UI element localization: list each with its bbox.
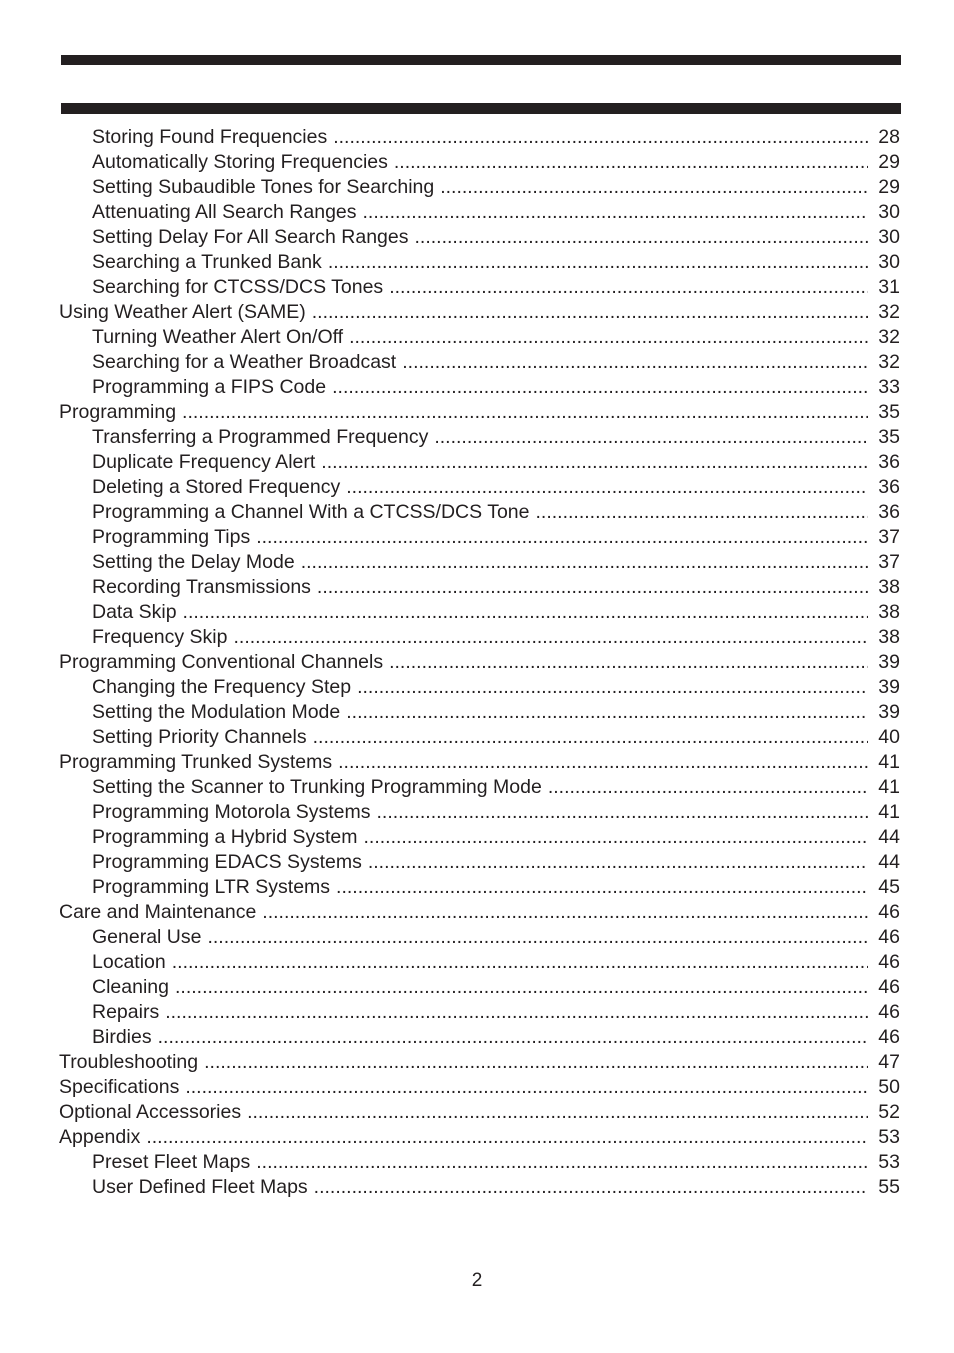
toc-entry-title: Programming Conventional Channels [59, 651, 384, 673]
toc-entry-title: Data Skip [92, 601, 177, 623]
toc-entry[interactable] [59, 525, 900, 550]
toc-entry-title: Birdies [92, 1026, 152, 1048]
toc-entry-page: 44 [878, 851, 900, 873]
page-number: 2 [471, 1270, 483, 1291]
toc-entry-title: Care and Maintenance [59, 901, 257, 923]
toc-entry[interactable] [59, 200, 900, 225]
toc-entry[interactable] [59, 275, 900, 300]
toc-entry[interactable] [59, 750, 900, 775]
toc-entry-page: 35 [878, 401, 900, 423]
toc-entry[interactable] [59, 575, 900, 600]
toc-entry-title: Programming [59, 401, 177, 423]
toc-entry-page: 33 [878, 376, 900, 398]
toc-entry-title: Setting Subaudible Tones for Searching [92, 176, 435, 198]
toc-entry-page: 46 [878, 951, 900, 973]
header-rule-top [61, 55, 901, 64]
toc-entry-page: 39 [878, 676, 900, 698]
toc-entry[interactable] [59, 675, 900, 700]
toc-entry-title: Programming a Channel With a CTCSS/DCS Tone [92, 501, 530, 523]
toc-entry-page: 32 [878, 351, 900, 373]
toc-dot-leader [314, 1175, 868, 1200]
toc-dot-leader [183, 600, 868, 625]
toc-entry[interactable] [59, 650, 900, 675]
toc-entry[interactable] [59, 350, 900, 375]
toc-entry-title: Optional Accessories [59, 1101, 242, 1123]
toc-entry[interactable] [59, 850, 900, 875]
toc-entry-page: 37 [878, 551, 900, 573]
toc-entry-title: Automatically Storing Frequencies [92, 151, 388, 173]
toc-entry-page: 38 [878, 626, 900, 648]
toc-entry-page: 30 [878, 201, 900, 223]
toc-entry-page: 36 [878, 451, 900, 473]
toc-entry-title: Recording Transmissions [92, 576, 311, 598]
toc-entry-title: Location [92, 951, 166, 973]
toc-entry[interactable] [59, 950, 900, 975]
toc-dot-leader [247, 1100, 868, 1125]
toc-entry-page: 39 [878, 651, 900, 673]
toc-dot-leader [548, 775, 868, 800]
toc-dot-leader [332, 375, 868, 400]
toc-entry[interactable] [59, 400, 900, 425]
table-of-contents [59, 125, 900, 1200]
header-rule-bottom [61, 103, 901, 113]
toc-entry[interactable] [59, 1025, 900, 1050]
toc-entry-title: Setting Delay For All Search Ranges [92, 226, 409, 248]
toc-entry[interactable] [59, 375, 900, 400]
toc-entry-title: User Defined Fleet Maps [92, 1176, 308, 1198]
toc-dot-leader [394, 150, 868, 175]
toc-entry[interactable] [59, 725, 900, 750]
toc-dot-leader [434, 425, 868, 450]
toc-dot-leader [321, 450, 868, 475]
toc-dot-leader [346, 700, 868, 725]
toc-entry[interactable] [59, 425, 900, 450]
toc-entry-page: 31 [878, 276, 900, 298]
toc-entry-title: Troubleshooting [59, 1051, 199, 1073]
toc-entry-page: 45 [878, 876, 900, 898]
toc-entry-title: Specifications [59, 1076, 180, 1098]
toc-entry-title: Appendix [59, 1126, 141, 1148]
toc-entry[interactable] [59, 800, 900, 825]
toc-entry-title: Setting the Modulation Mode [92, 701, 341, 723]
toc-entry[interactable] [59, 1150, 900, 1175]
toc-entry-page: 36 [878, 476, 900, 498]
toc-entry-page: 40 [878, 726, 900, 748]
toc-dot-leader [204, 1050, 868, 1075]
toc-dot-leader [313, 725, 868, 750]
toc-entry[interactable] [59, 900, 900, 925]
toc-dot-leader [336, 875, 868, 900]
header-rule-bottom-thin [61, 113, 901, 114]
toc-entry[interactable] [59, 875, 900, 900]
toc-entry[interactable] [59, 450, 900, 475]
toc-dot-leader [262, 900, 868, 925]
toc-entry-title: Searching for CTCSS/DCS Tones [92, 276, 384, 298]
toc-entry[interactable] [59, 550, 900, 575]
toc-dot-leader [175, 975, 868, 1000]
toc-entry-title: Programming a Hybrid System [92, 826, 358, 848]
toc-entry-title: Duplicate Frequency Alert [92, 451, 316, 473]
toc-entry-page: 39 [878, 701, 900, 723]
toc-entry-page: 38 [878, 601, 900, 623]
toc-dot-leader [415, 225, 869, 250]
toc-entry-title: Setting Priority Channels [92, 726, 307, 748]
toc-entry-page: 46 [878, 901, 900, 923]
toc-entry-page: 30 [878, 226, 900, 248]
toc-entry-title: Turning Weather Alert On/Off [92, 326, 344, 348]
toc-dot-leader [368, 850, 868, 875]
toc-entry[interactable] [59, 250, 900, 275]
toc-entry[interactable] [59, 1075, 900, 1100]
toc-entry-title: Deleting a Stored Frequency [92, 476, 341, 498]
toc-entry[interactable] [59, 1125, 900, 1150]
toc-entry-title: Attenuating All Search Ranges [92, 201, 357, 223]
toc-entry[interactable] [59, 225, 900, 250]
toc-entry-page: 46 [878, 926, 900, 948]
toc-dot-leader [146, 1125, 868, 1150]
toc-dot-leader [158, 1025, 868, 1050]
toc-dot-leader [364, 825, 869, 850]
toc-entry-page: 35 [878, 426, 900, 448]
toc-dot-leader [363, 200, 868, 225]
toc-entry-page: 32 [878, 326, 900, 348]
toc-entry-title: Preset Fleet Maps [92, 1151, 251, 1173]
toc-entry-title: Setting the Scanner to Trunking Programming Mode [92, 776, 542, 798]
toc-dot-leader [312, 300, 868, 325]
toc-entry-title: Programming LTR Systems [92, 876, 331, 898]
toc-entry-page: 28 [878, 126, 900, 148]
toc-entry-title: Transferring a Programmed Frequency [92, 426, 429, 448]
toc-entry-page: 29 [878, 176, 900, 198]
toc-dot-leader [185, 1075, 868, 1100]
header-rule-top-thin [61, 64, 901, 65]
toc-dot-leader [440, 175, 868, 200]
toc-entry-page: 47 [878, 1051, 900, 1073]
toc-dot-leader [165, 1000, 868, 1025]
toc-entry-page: 46 [878, 1026, 900, 1048]
toc-dot-leader [233, 625, 868, 650]
toc-entry-title: Setting the Delay Mode [92, 551, 295, 573]
toc-entry-title: Repairs [92, 1001, 160, 1023]
toc-entry-page: 44 [878, 826, 900, 848]
toc-entry-title: General Use [92, 926, 202, 948]
toc-entry[interactable] [59, 775, 900, 800]
toc-dot-leader [172, 950, 868, 975]
toc-dot-leader [182, 400, 868, 425]
toc-entry-title: Programming EDACS Systems [92, 851, 362, 873]
toc-entry-page: 53 [878, 1126, 900, 1148]
toc-dot-leader [207, 925, 868, 950]
toc-entry-title: Frequency Skip [92, 626, 228, 648]
toc-dot-leader [338, 750, 868, 775]
toc-entry[interactable] [59, 625, 900, 650]
toc-entry[interactable] [59, 1175, 900, 1200]
toc-dot-leader [317, 575, 868, 600]
toc-entry[interactable] [59, 1000, 900, 1025]
toc-dot-leader [346, 475, 868, 500]
toc-dot-leader [349, 325, 868, 350]
toc-entry[interactable] [59, 150, 900, 175]
toc-entry-title: Programming Tips [92, 526, 251, 548]
toc-entry[interactable] [59, 600, 900, 625]
toc-entry-page: 55 [878, 1176, 900, 1198]
toc-dot-leader [333, 125, 868, 150]
toc-dot-leader [301, 550, 868, 575]
toc-entry-page: 52 [878, 1101, 900, 1123]
toc-entry[interactable] [59, 175, 900, 200]
toc-entry[interactable] [59, 300, 900, 325]
toc-dot-leader [535, 500, 868, 525]
toc-entry-page: 30 [878, 251, 900, 273]
toc-entry[interactable] [59, 500, 900, 525]
toc-entry-page: 38 [878, 576, 900, 598]
toc-entry-page: 46 [878, 1001, 900, 1023]
toc-dot-leader [389, 275, 868, 300]
toc-entry-title: Storing Found Frequencies [92, 126, 328, 148]
toc-entry-title: Searching a Trunked Bank [92, 251, 322, 273]
toc-entry-title: Changing the Frequency Step [92, 676, 352, 698]
toc-entry-title: Cleaning [92, 976, 169, 998]
toc-entry[interactable] [59, 325, 900, 350]
toc-dot-leader [328, 250, 868, 275]
toc-entry[interactable] [59, 975, 900, 1000]
toc-entry-page: 41 [878, 751, 900, 773]
toc-dot-leader [357, 675, 868, 700]
toc-dot-leader [402, 350, 868, 375]
toc-entry-page: 53 [878, 1151, 900, 1173]
toc-entry-page: 32 [878, 301, 900, 323]
toc-entry[interactable] [59, 1100, 900, 1125]
toc-entry-page: 41 [878, 776, 900, 798]
toc-entry[interactable] [59, 700, 900, 725]
toc-dot-leader [377, 800, 868, 825]
toc-entry[interactable] [59, 1050, 900, 1075]
toc-dot-leader [389, 650, 868, 675]
toc-entry-page: 46 [878, 976, 900, 998]
toc-entry[interactable] [59, 825, 900, 850]
toc-entry-page: 36 [878, 501, 900, 523]
toc-entry[interactable] [59, 475, 900, 500]
toc-entry-title: Using Weather Alert (SAME) [59, 301, 306, 323]
toc-entry-title: Programming a FIPS Code [92, 376, 327, 398]
toc-entry-page: 29 [878, 151, 900, 173]
toc-entry[interactable] [59, 925, 900, 950]
toc-entry-page: 50 [878, 1076, 900, 1098]
toc-entry-page: 37 [878, 526, 900, 548]
toc-dot-leader [256, 525, 868, 550]
toc-entry-title: Programming Trunked Systems [59, 751, 333, 773]
toc-entry[interactable] [59, 125, 900, 150]
toc-entry-title: Programming Motorola Systems [92, 801, 371, 823]
toc-entry-title: Searching for a Weather Broadcast [92, 351, 397, 373]
toc-dot-leader [256, 1150, 868, 1175]
toc-entry-page: 41 [878, 801, 900, 823]
